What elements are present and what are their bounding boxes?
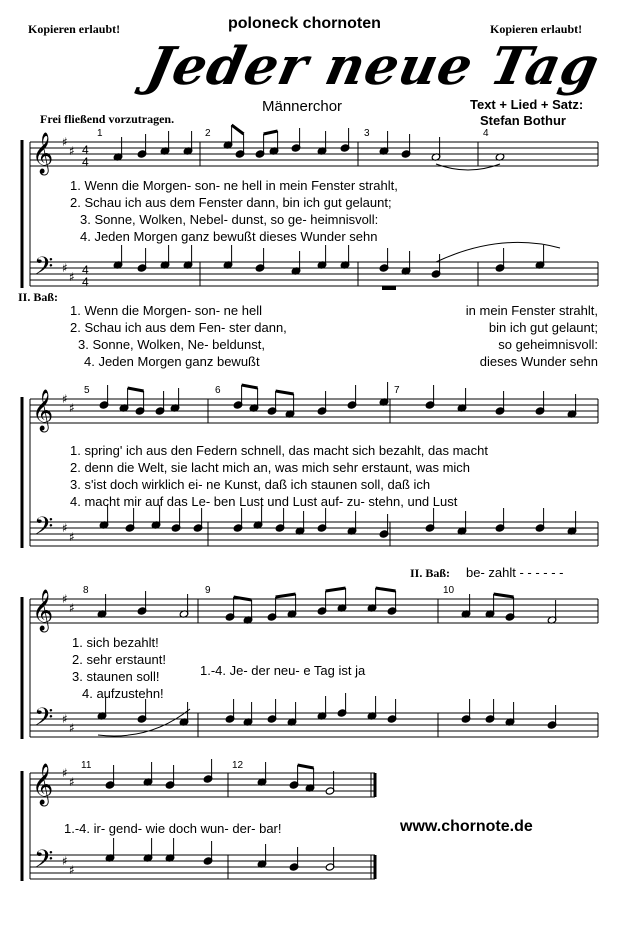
measure-number: 5 <box>84 385 90 396</box>
note-beam <box>376 588 396 591</box>
lyrics-bass-system-1 <box>70 302 287 370</box>
lyric-line: dieses Wunder sehn <box>479 354 598 369</box>
lyric-line: 4. macht mir auf das Le- ben Lust und Lust auf- zu- stehn, und Lust <box>70 494 458 509</box>
lyrics-upper-system-3 <box>72 634 166 702</box>
note-beam <box>264 131 278 134</box>
lyric-line: 2. Schau ich aus dem Fen- ster dann, <box>70 320 287 335</box>
sharp-sign: ♯ <box>69 530 75 544</box>
measure-number: 2 <box>205 128 211 139</box>
lyric-line: 1. spring' ich aus den Federn schnell, das macht sich bezahlt, das macht <box>70 443 488 458</box>
sharp-sign: ♯ <box>62 766 68 780</box>
measure-number: 11 <box>81 760 92 771</box>
measure-number: 12 <box>232 760 244 771</box>
song-title: Jeder neue Tag <box>141 36 605 97</box>
bass-part-label: II. Baß: <box>18 290 59 304</box>
lyric-line: 3. s'ist doch wirklich ei- ne Kunst, daß ich staunen soll, daß ich <box>70 477 431 492</box>
lyrics-bass-system-1-right <box>408 302 598 370</box>
sharp-sign: ♯ <box>62 854 68 868</box>
site-name: poloneck chornoten <box>228 15 381 32</box>
tempo-marking: Frei fließend vorzutragen. <box>40 112 175 126</box>
sharp-sign: ♯ <box>69 775 75 789</box>
time-signature: 4 <box>82 275 89 289</box>
sharp-sign: ♯ <box>69 601 75 615</box>
time-signature: 4 <box>82 155 89 169</box>
bass-lyric-bezahlt: be- zahlt - - - - - - <box>466 565 564 580</box>
credit-line-2: Stefan Bothur <box>480 113 566 128</box>
lyric-line: bin ich gut gelaunt; <box>488 320 598 335</box>
measure-number: 1 <box>97 128 103 139</box>
note-beam <box>232 125 244 134</box>
time-signature: 4 <box>82 263 89 277</box>
note-beam <box>494 594 514 597</box>
note-beam <box>326 588 346 591</box>
sharp-sign: ♯ <box>62 392 68 406</box>
slur-arc <box>436 242 560 262</box>
bass-clef-icon: 𝄢 <box>34 703 54 738</box>
sharp-sign: ♯ <box>69 721 75 735</box>
time-signature: 4 <box>82 143 89 157</box>
rest-icon <box>382 286 396 290</box>
treble-clef-icon: 𝄞 <box>32 590 54 631</box>
lyric-line: in mein Fenster strahlt, <box>465 303 598 318</box>
lyric-line: 4. aufzustehn! <box>82 686 164 701</box>
measure-number: 3 <box>364 128 370 139</box>
sharp-sign: ♯ <box>62 261 68 275</box>
lyric-line: 4. Jeden Morgen ganz bewußt dieses Wunder sehn <box>80 229 378 244</box>
treble-clef-icon: 𝄞 <box>32 764 54 805</box>
treble-clef-icon: 𝄞 <box>32 390 54 431</box>
lyric-line: 1. Wenn die Morgen- son- ne hell in mein Fenster strahlt, <box>70 178 398 193</box>
measure-number: 4 <box>483 128 489 139</box>
treble-clef-icon: 𝄞 <box>32 133 54 174</box>
lyric-line: 1. sich bezahlt! <box>72 635 159 650</box>
bass-part-label: II. Baß: <box>410 566 451 580</box>
note-beam <box>298 765 314 768</box>
measure-number: 7 <box>394 385 400 396</box>
bass-clef-icon: 𝄢 <box>34 252 54 287</box>
measure-number: 10 <box>443 585 455 596</box>
lyric-line: 3. Sonne, Wolken, Nebel- dunst, so ge- heimnisvoll: <box>80 212 379 227</box>
note-beam <box>234 597 252 600</box>
sharp-sign: ♯ <box>69 401 75 415</box>
note-beam <box>276 391 294 394</box>
copy-note-right: Kopieren erlaubt! <box>490 22 583 36</box>
sharp-sign: ♯ <box>69 863 75 877</box>
lyric-line: 4. Jeden Morgen ganz bewußt <box>84 354 260 369</box>
lyric-line: 2. denn die Welt, sie lacht mich an, was mich sehr erstaunt, was mich <box>70 460 471 475</box>
lyric-line: 3. staunen soll! <box>72 669 160 684</box>
bass-clef-icon: 𝄢 <box>34 845 54 880</box>
voicing-subtitle: Männerchor <box>262 98 343 115</box>
refrain-lyrics-1: 1.-4. Je- der neu- e Tag ist ja <box>200 663 366 678</box>
measure-number: 6 <box>215 385 221 396</box>
sharp-sign: ♯ <box>62 521 68 535</box>
lyric-line: so geheimnisvoll: <box>498 337 598 352</box>
credit-line-1: Text + Lied + Satz: <box>470 97 584 112</box>
sharp-sign: ♯ <box>62 592 68 606</box>
sharp-sign: ♯ <box>62 712 68 726</box>
bass-clef-icon: 𝄢 <box>34 512 54 547</box>
measure-number: 9 <box>205 585 211 596</box>
tie-arc <box>436 164 500 170</box>
lyric-line: 2. Schau ich aus dem Fenster dann, bin ich gut gelaunt; <box>70 195 392 210</box>
sharp-sign: ♯ <box>69 144 75 158</box>
lyric-line: 1. Wenn die Morgen- son- ne hell <box>70 303 262 318</box>
lyric-line: 3. Sonne, Wolken, Ne- beldunst, <box>78 337 265 352</box>
sharp-sign: ♯ <box>62 135 68 149</box>
refrain-lyrics-2: 1.-4. ir- gend- wie doch wun- der- bar! <box>64 821 282 836</box>
lyrics-upper-system-1 <box>70 177 398 245</box>
lyrics-upper-system-2 <box>70 442 488 510</box>
lyric-line: 2. sehr erstaunt! <box>72 652 166 667</box>
website-url: www.chornote.de <box>400 818 533 835</box>
sharp-sign: ♯ <box>69 270 75 284</box>
copy-note-left: Kopieren erlaubt! <box>28 22 121 36</box>
note-beam <box>276 594 296 597</box>
note-beam <box>242 385 258 388</box>
note-beam <box>128 388 144 391</box>
measure-number: 8 <box>83 585 89 596</box>
